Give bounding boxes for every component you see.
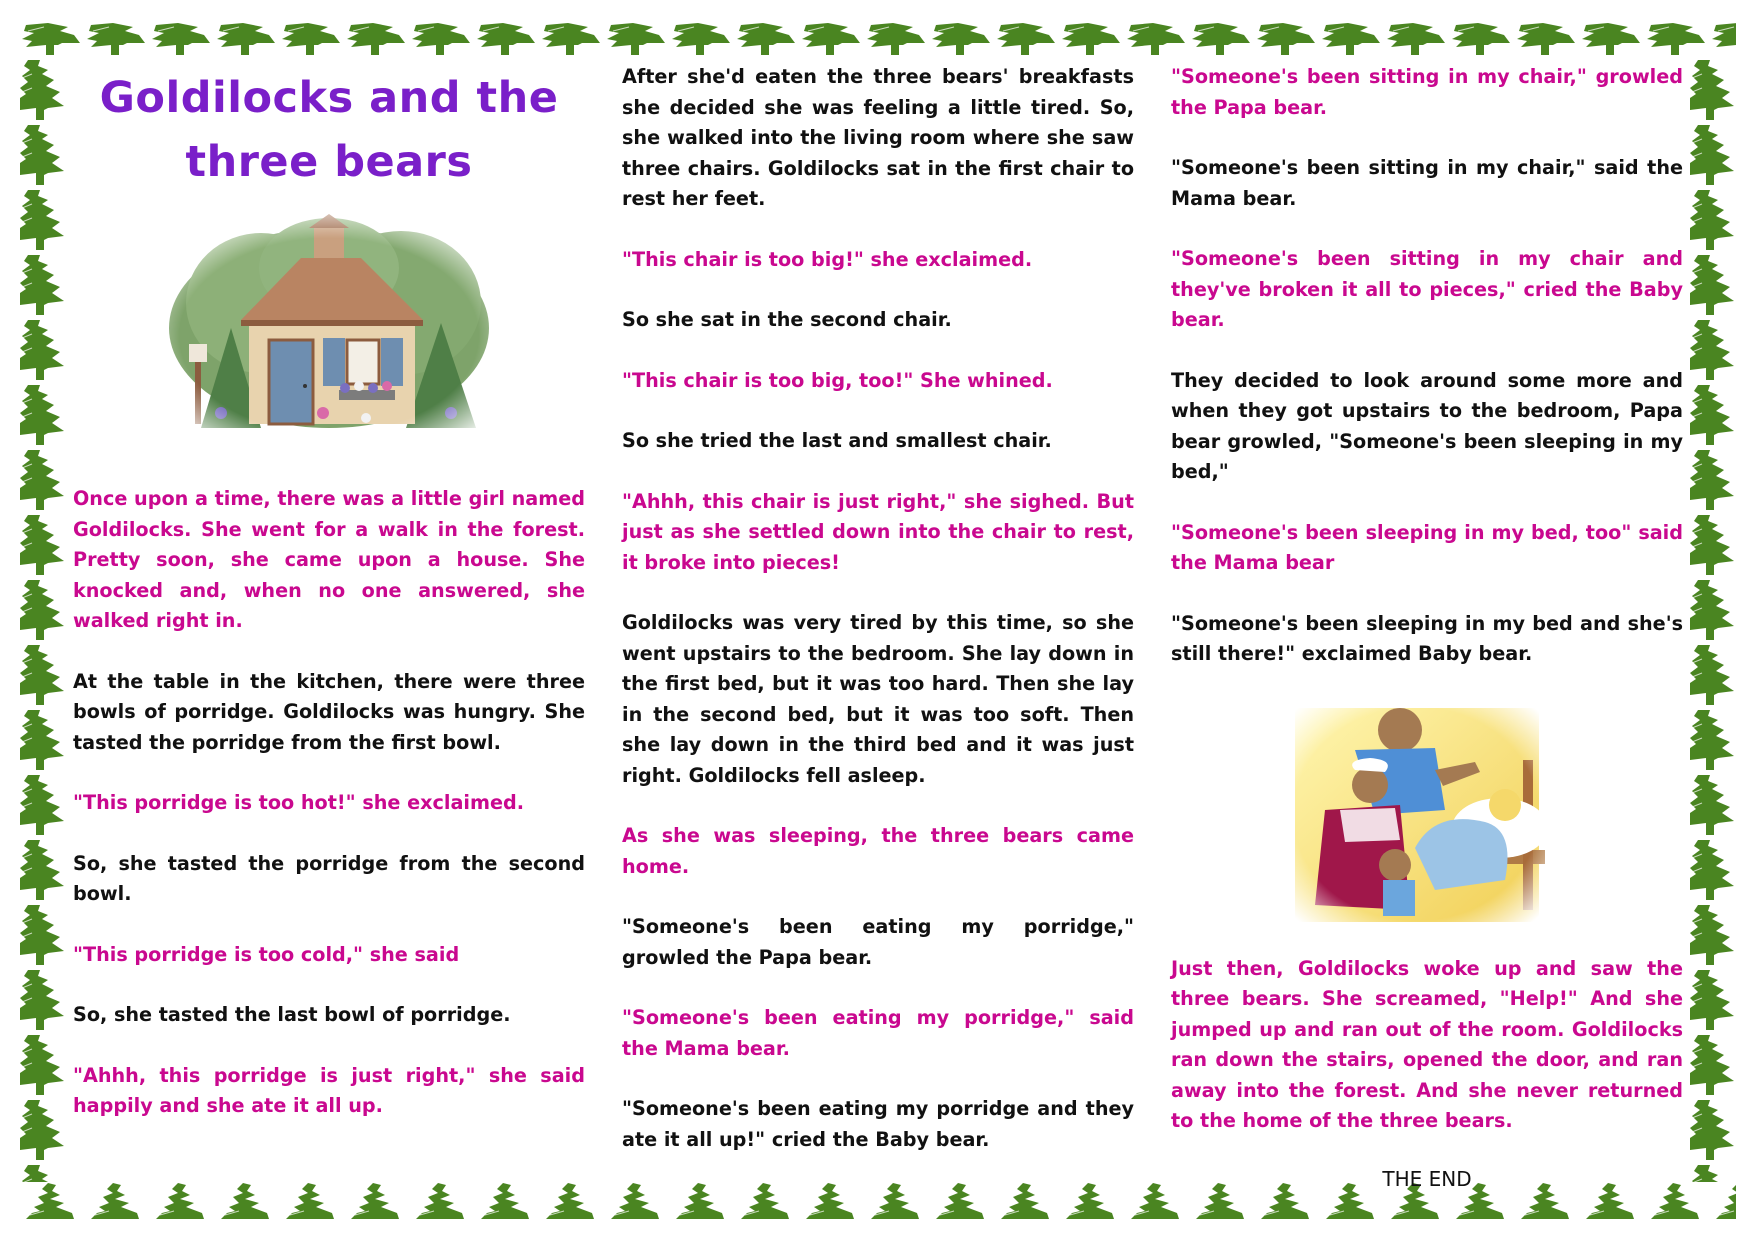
pine-tree-icon — [1688, 123, 1736, 188]
story-paragraph: "Ahhh, this chair is just right," she sighed. But just as she settled down into the chair to rest, it broke into pieces! — [622, 489, 1134, 574]
story-paragraph: "Someone's been sitting in my chair," said the Mama bear. — [1171, 156, 1683, 210]
pine-tree-icon — [18, 838, 66, 903]
story-paragraph: "Someone's been sleeping in my bed and she's still there!" exclaimed Baby bear. — [1171, 611, 1683, 665]
pine-tree-icon — [278, 19, 343, 59]
pine-tree-icon — [18, 1163, 66, 1182]
pine-tree-icon — [1688, 188, 1736, 253]
story-paragraph: So, she tasted the porridge from the second bowl. — [73, 851, 585, 905]
story-paragraph: "Someone's been sleeping in my bed, too" said the Mama bear — [1171, 520, 1683, 574]
story-paragraph: So, she tasted the last bowl of porridge. — [73, 1003, 511, 1026]
pine-tree-icon — [18, 1181, 83, 1221]
pine-tree-icon — [18, 903, 66, 968]
story-paragraph: "This chair is too big, too!" She whined. — [622, 368, 1053, 392]
story-paragraph: "This porridge is too hot!" she exclaimed. — [73, 791, 525, 814]
pine-tree-icon — [18, 708, 66, 773]
pine-tree-icon — [18, 513, 66, 578]
pine-tree-icon — [603, 1181, 668, 1221]
story-paragraph: Goldilocks was very tired by this time, so she went upstairs to the bedroom. She lay down in the first bed, but it was too hard. Then she lay in the second bed, but it was too soft. Then she lay down in the third bed and it was just right. Goldilocks fell asleep. — [622, 611, 1134, 787]
pine-tree-icon — [1123, 19, 1188, 59]
title-line-2: three bears — [185, 137, 473, 187]
pine-tree-icon — [1688, 1163, 1736, 1182]
story-column-1 — [73, 62, 585, 1152]
tree-border-top — [18, 19, 1736, 59]
the-end-label: THE END — [1382, 1166, 1472, 1191]
pine-tree-icon — [473, 19, 538, 59]
pine-tree-icon — [83, 19, 148, 59]
pine-tree-icon — [863, 19, 928, 59]
story-paragraph: "Ahhh, this porridge is just right," she said happily and she ate it all up. — [73, 1063, 585, 1117]
pine-tree-icon — [148, 1181, 213, 1221]
tree-column — [1688, 58, 1736, 1182]
pine-tree-icon — [1578, 19, 1643, 59]
pine-tree-icon — [928, 19, 993, 59]
pine-tree-icon — [538, 19, 603, 59]
pine-tree-icon — [18, 1098, 66, 1163]
story-paragraph: "Someone's been eating my porridge," said the Mama bear. — [622, 1006, 1134, 1060]
pine-tree-icon — [343, 19, 408, 59]
pine-tree-icon — [18, 19, 83, 59]
pine-tree-icon — [18, 188, 66, 253]
pine-tree-icon — [18, 578, 66, 643]
story-column-3 — [1171, 62, 1683, 1191]
pine-tree-icon — [1448, 19, 1513, 59]
pine-tree-icon — [538, 1181, 603, 1221]
pine-tree-icon — [343, 1181, 408, 1221]
pine-tree-icon — [213, 1181, 278, 1221]
story-paragraph: So she sat in the second chair. — [622, 308, 952, 331]
pine-tree-icon — [408, 1181, 473, 1221]
pine-tree-icon — [1688, 383, 1736, 448]
story-paragraph: They decided to look around some more and when they got upstairs to the bedroom, Papa bear growled, "Someone's been sleeping in my bed," — [1171, 368, 1683, 483]
pine-tree-icon — [18, 773, 66, 838]
story-paragraph: "Someone's been sitting in my chair and they've broken it all to pieces," cried the Baby bear. — [1171, 247, 1683, 331]
page-title — [73, 66, 585, 194]
pine-tree-icon — [1383, 19, 1448, 59]
pine-tree-icon — [928, 1181, 993, 1221]
story-paragraph: At the table in the kitchen, there were three bowls of porridge. Goldilocks was hungry. She tasted the porridge from the first bowl. — [73, 669, 585, 754]
pine-tree-icon — [733, 19, 798, 59]
story-paragraph: "This chair is too big!" she exclaimed. — [622, 247, 1033, 271]
pine-tree-icon — [1253, 19, 1318, 59]
pine-tree-icon — [1188, 19, 1253, 59]
pine-tree-icon — [18, 318, 66, 383]
pine-tree-icon — [1688, 643, 1736, 708]
pine-tree-icon — [148, 19, 213, 59]
story-paragraph: "Someone's been eating my porridge and they ate it all up!" cried the Baby bear. — [622, 1097, 1134, 1151]
pine-tree-icon — [1688, 968, 1736, 1033]
pine-tree-icon — [993, 19, 1058, 59]
tree-row — [18, 19, 1736, 59]
three-bears-image — [1285, 700, 1547, 928]
tree-column — [18, 58, 66, 1182]
pine-tree-icon — [798, 19, 863, 59]
pine-tree-icon — [668, 1181, 733, 1221]
pine-tree-icon — [1643, 19, 1708, 59]
pine-tree-icon — [603, 19, 668, 59]
pine-tree-icon — [18, 123, 66, 188]
pine-tree-icon — [798, 1181, 863, 1221]
pine-tree-icon — [83, 1181, 148, 1221]
pine-tree-icon — [18, 253, 66, 318]
pine-tree-icon — [1688, 58, 1736, 123]
pine-tree-icon — [18, 968, 66, 1033]
pine-tree-icon — [18, 448, 66, 513]
story-paragraph: So she tried the last and smallest chair. — [622, 429, 1052, 452]
pine-tree-icon — [1058, 19, 1123, 59]
pine-tree-icon — [1688, 253, 1736, 318]
pine-tree-icon — [1688, 903, 1736, 968]
pine-tree-icon — [733, 1181, 798, 1221]
pine-tree-icon — [408, 19, 473, 59]
pine-tree-icon — [1688, 838, 1736, 903]
story-column-2 — [622, 62, 1134, 1185]
story-paragraph: Once upon a time, there was a little girl named Goldilocks. She went for a walk in the forest. Pretty soon, she came upon a house. She knocked and, when no one answered, she walked right in. — [73, 487, 585, 632]
tree-border-right — [1688, 58, 1736, 1182]
house-illustration — [151, 208, 507, 440]
pine-tree-icon — [1688, 1098, 1736, 1163]
pine-tree-icon — [1058, 1181, 1123, 1221]
pine-tree-icon — [863, 1181, 928, 1221]
tree-border-left — [18, 58, 66, 1182]
story-paragraph: "Someone's been eating my porridge," growled the Papa bear. — [622, 915, 1134, 969]
story-paragraph: "Someone's been sitting in my chair," growled the Papa bear. — [1171, 65, 1683, 119]
pine-tree-icon — [18, 58, 66, 123]
pine-tree-icon — [1688, 318, 1736, 383]
pine-tree-icon — [993, 1181, 1058, 1221]
pine-tree-icon — [1688, 708, 1736, 773]
title-line-1: Goldilocks and the — [99, 73, 559, 123]
pine-tree-icon — [18, 643, 66, 708]
pine-tree-icon — [213, 19, 278, 59]
pine-tree-icon — [1688, 513, 1736, 578]
pine-tree-icon — [1688, 448, 1736, 513]
pine-tree-icon — [18, 383, 66, 448]
pine-tree-icon — [1708, 1181, 1736, 1221]
pine-tree-icon — [278, 1181, 343, 1221]
pine-tree-icon — [668, 19, 733, 59]
pine-tree-icon — [473, 1181, 538, 1221]
pine-tree-icon — [1688, 578, 1736, 643]
pine-tree-icon — [1318, 19, 1383, 59]
story-paragraph: As she was sleeping, the three bears came home. — [622, 824, 1134, 878]
story-paragraph: Just then, Goldilocks woke up and saw the three bears. She screamed, "Help!" And she jumped up and ran out of the room. Goldilocks ran down the stairs, opened the door, and ran away into the forest. And she never returned to the home of the three bears. — [1171, 956, 1683, 1132]
pine-tree-icon — [18, 1033, 66, 1098]
pine-tree-icon — [1708, 19, 1736, 59]
cottage-image — [151, 208, 507, 440]
bears-illustration — [1285, 700, 1547, 928]
pine-tree-icon — [1688, 1033, 1736, 1098]
pine-tree-icon — [1688, 773, 1736, 838]
story-paragraph: After she'd eaten the three bears' breakfasts she decided she was feeling a little tired. So, she walked into the living room where she saw three chairs. Goldilocks sat in the first chair to rest her feet. — [622, 65, 1134, 210]
story-paragraph: "This porridge is too cold," she said — [73, 942, 460, 966]
pine-tree-icon — [1513, 19, 1578, 59]
